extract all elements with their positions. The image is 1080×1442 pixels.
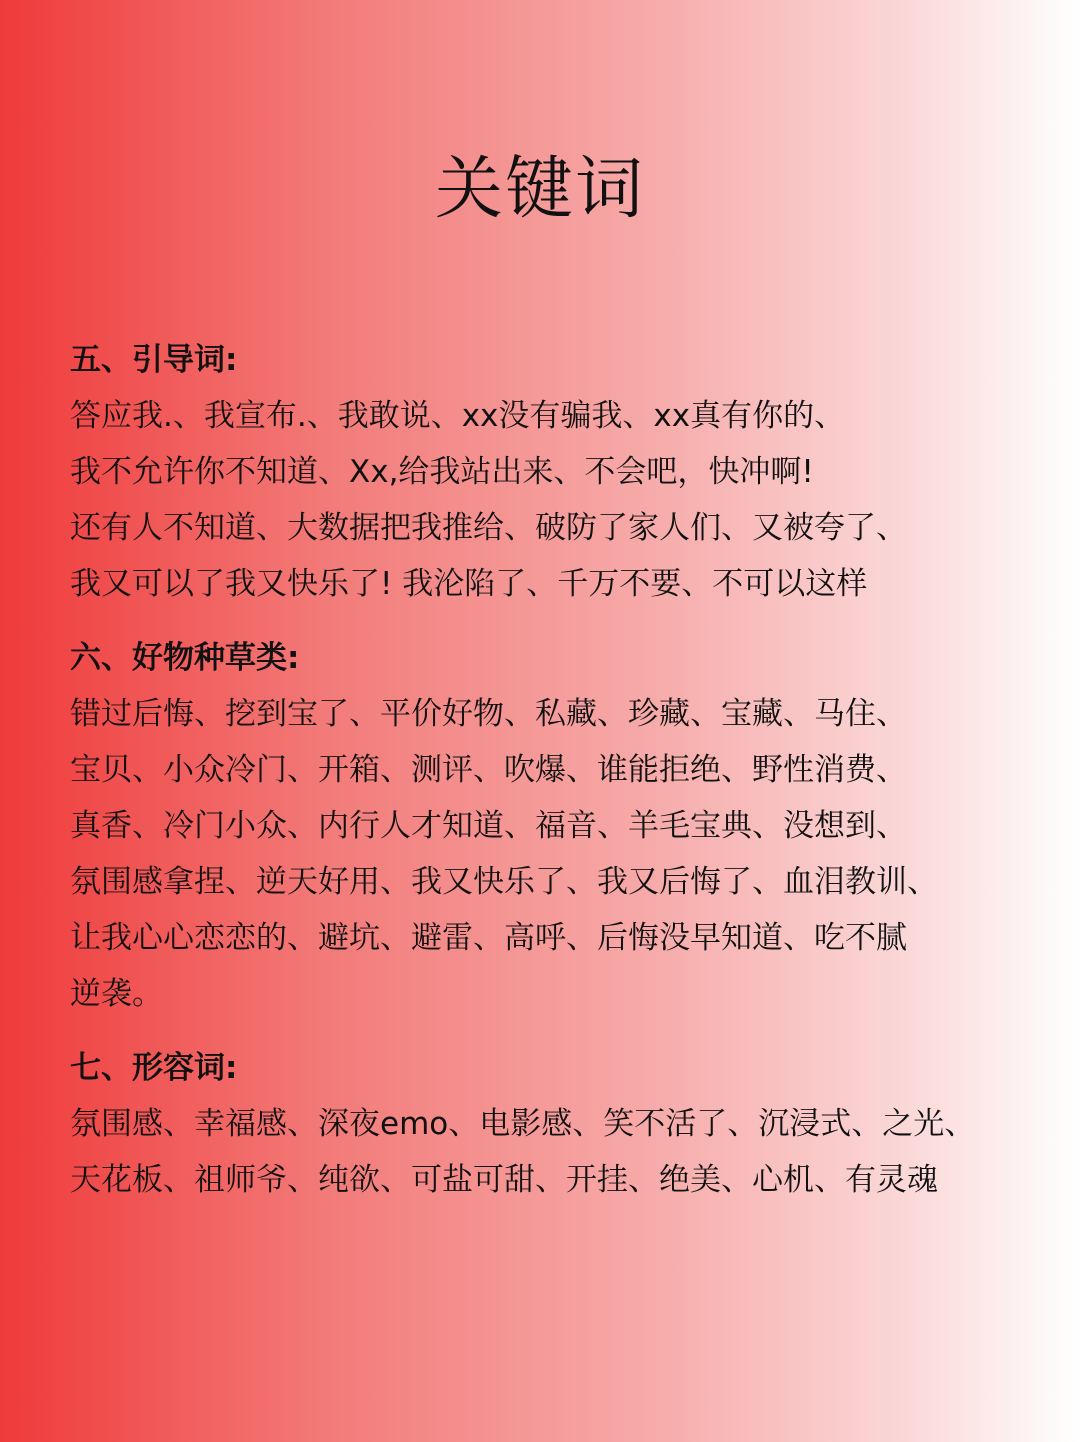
section-adjectives	[70, 1040, 1060, 1208]
section-heading: 七、形容词:	[70, 1050, 238, 1086]
section-line: 逆袭。	[70, 976, 163, 1012]
section-line: 我又可以了我又快乐了! 我沦陷了、千万不要、不可以这样	[70, 566, 868, 602]
section-line: 还有人不知道、大数据把我推给、破防了家人们、又被夸了、	[70, 510, 907, 546]
section-line: 答应我.、我宣布.、我敢说、xx没有骗我、xx真有你的、	[70, 398, 846, 434]
section-heading: 五、引导词:	[70, 342, 238, 378]
section-line: 错过后悔、挖到宝了、平价好物、私藏、珍藏、宝藏、马住、	[70, 696, 907, 732]
section-guide-words	[70, 332, 1060, 612]
section-line: 真香、冷门小众、内行人才知道、福音、羊毛宝典、没想到、	[70, 808, 907, 844]
page-title: 关键词	[434, 150, 645, 229]
content-body	[70, 332, 1060, 1226]
section-line: 宝贝、小众冷门、开箱、测评、吹爆、谁能拒绝、野性消费、	[70, 752, 907, 788]
section-line: 让我心心恋恋的、避坑、避雷、高呼、后悔没早知道、吃不腻	[70, 920, 907, 956]
section-product-recommendation	[70, 630, 1060, 1022]
section-line: 氛围感拿捏、逆天好用、我又快乐了、我又后悔了、血泪教训、	[70, 864, 938, 900]
section-line: 天花板、祖师爷、纯欲、可盐可甜、开挂、绝美、心机、有灵魂	[70, 1162, 938, 1198]
section-line: 我不允许你不知道、Xx,给我站出来、不会吧，快冲啊!	[70, 454, 814, 490]
section-heading: 六、好物种草类:	[70, 640, 300, 676]
section-line: 氛围感、幸福感、深夜emo、电影感、笑不活了、沉浸式、之光、	[70, 1106, 976, 1142]
